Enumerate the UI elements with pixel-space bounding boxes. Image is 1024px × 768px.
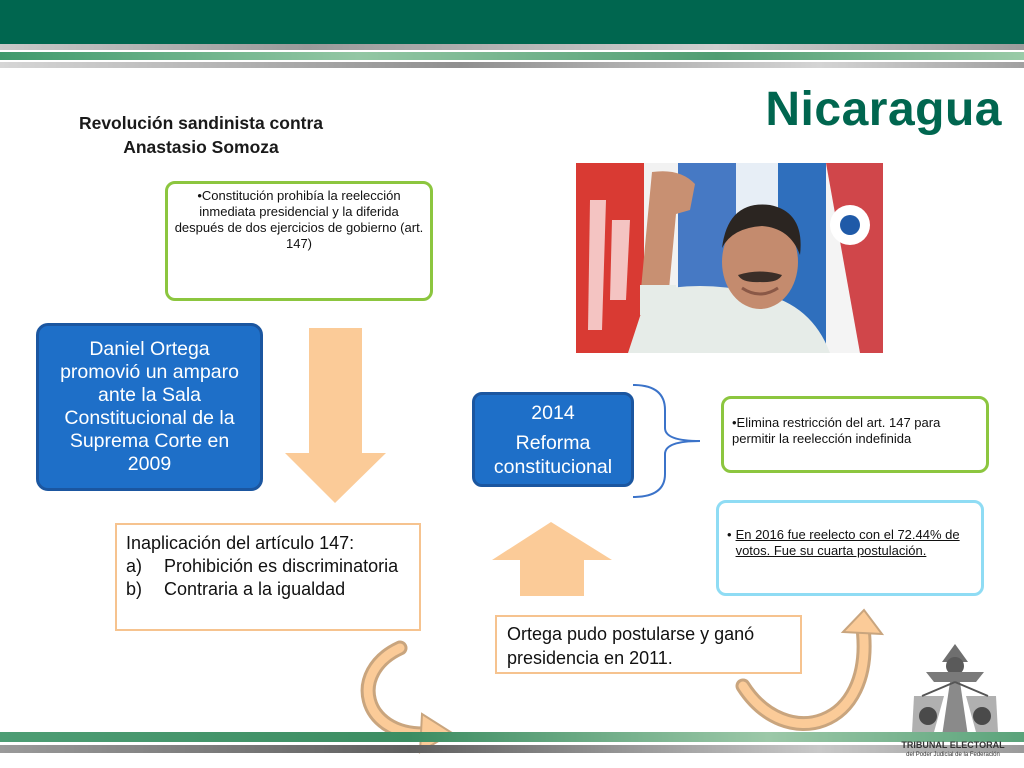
elimina-text: •Elimina restricción del art. 147 para permitir la reelección indefinida bbox=[732, 415, 941, 446]
footer-stripe bbox=[0, 732, 1024, 742]
amparo-box bbox=[36, 323, 263, 491]
logo-line: del Poder Judicial de la Federación bbox=[906, 752, 1000, 758]
list-item bbox=[126, 578, 410, 601]
portrait-photo-icon bbox=[576, 163, 883, 353]
tribunal-electoral-logo bbox=[912, 644, 998, 736]
postularse-box bbox=[495, 615, 802, 674]
reelecto-box bbox=[716, 500, 984, 596]
list-text: Contraria a la igualdad bbox=[164, 579, 346, 599]
amparo-text: Daniel Ortega promovió un amparo ante la Sala Constitucional de la Suprema Corte en 2009 bbox=[60, 338, 239, 475]
reelecto-line bbox=[727, 527, 973, 559]
reforma-year: 2014 bbox=[531, 401, 575, 424]
reforma-label: Reforma constitucional bbox=[493, 431, 613, 478]
elimina-box bbox=[721, 396, 989, 473]
slide-title: Nicaragua bbox=[765, 83, 1002, 136]
logo-caption bbox=[893, 740, 1013, 759]
footer-stripe bbox=[0, 745, 1024, 753]
bracket-icon bbox=[633, 385, 700, 497]
list-item bbox=[126, 555, 410, 578]
up-arrow-icon bbox=[492, 522, 612, 596]
postularse-text: Ortega pudo postularse y ganó presidencia en 2011. bbox=[507, 624, 755, 668]
logo-line: TRIBUNAL ELECTORAL bbox=[901, 740, 1005, 750]
subtitle-line: Anastasio Somoza bbox=[123, 137, 279, 157]
down-arrow-icon bbox=[285, 328, 386, 503]
reforma-box bbox=[472, 392, 634, 487]
list-marker: b) bbox=[126, 579, 143, 599]
list-marker: a) bbox=[126, 556, 143, 576]
inaplicacion-heading: Inaplicación del artículo 147: bbox=[126, 533, 355, 553]
subtitle-line: Revolución sandinista contra bbox=[78, 113, 324, 133]
bullet: • bbox=[727, 527, 732, 542]
reelecto-text: En 2016 fue reelecto con el 72.44% de votos. Fue su cuarta postulación. bbox=[735, 527, 960, 558]
inaplicacion-box bbox=[115, 523, 421, 631]
constitution-box bbox=[165, 181, 433, 301]
list-text: Prohibición es discriminatoria bbox=[164, 556, 399, 576]
constitution-text: •Constitución prohibía la reelección inmediata presidencial y la diferida después de dos ejercicios de gobierno (art. 147) bbox=[174, 188, 424, 251]
